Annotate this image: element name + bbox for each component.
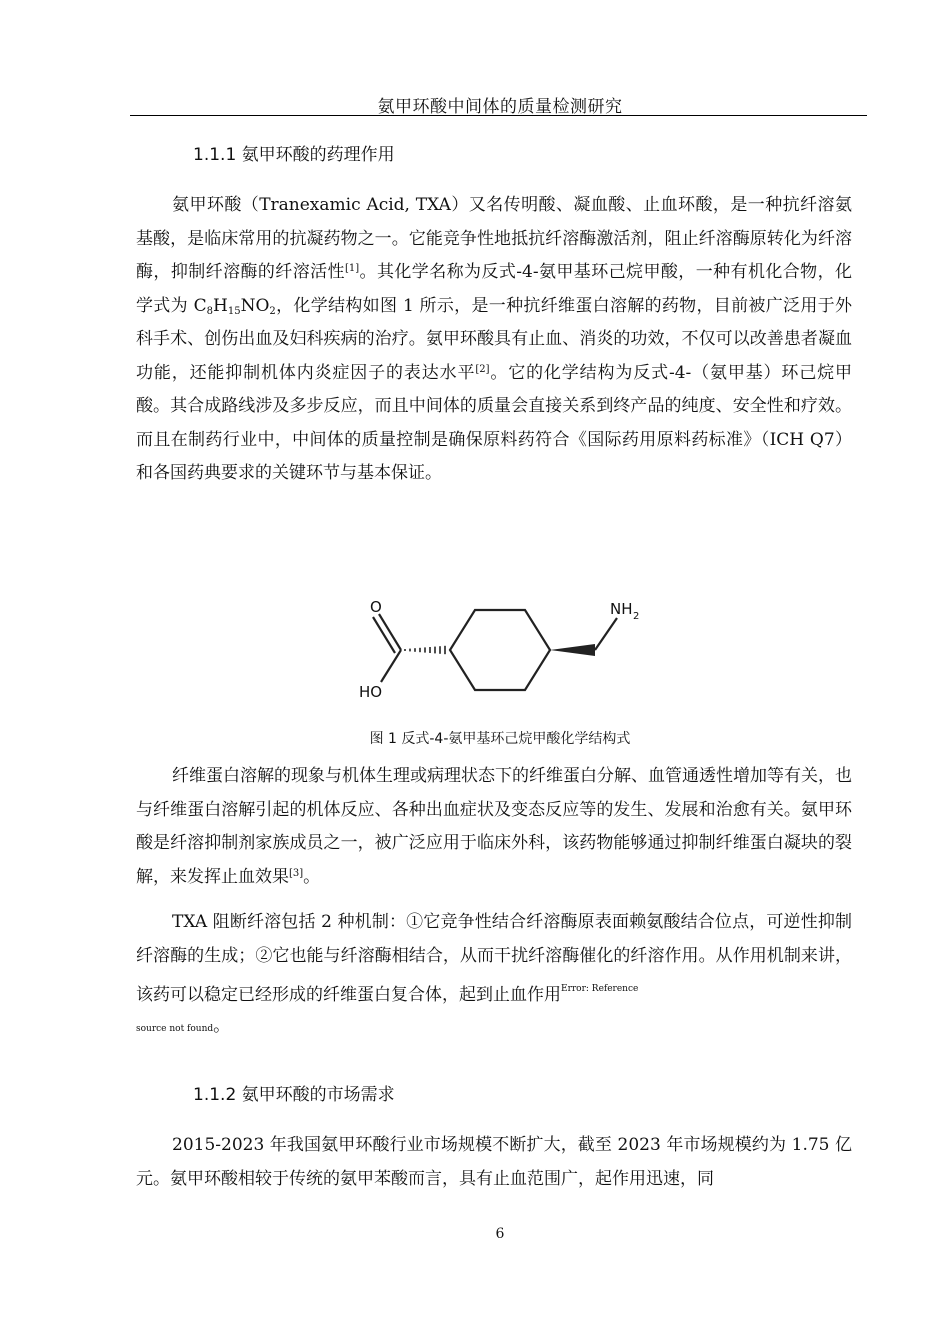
- subscript-8: 8: [206, 305, 214, 317]
- intro-text-c: ，化学结构如图 1 所示，是一种抗纤维蛋白溶解的药物，目前被广泛用于外科手术、创伤出血及妇科疾病的治疗。氨甲环酸具有止血、消炎的功效，不仅可以改善患者凝血功能，还能抑制机体内炎症因子的表达水平: [136, 295, 852, 383]
- page-header-title: 氨甲环酸中间体的质量检测研究: [377, 97, 623, 117]
- hydroxyl-label: HO: [359, 683, 383, 701]
- paragraph-market: [136, 1129, 852, 1196]
- hydroxyl-bond: [381, 650, 401, 682]
- mechanism-continuation: [136, 1016, 852, 1039]
- market-text: 2015-2023 年我国氨甲环酸行业市场规模不断扩大，截至 2023 年市场规模约为 1.75 亿元。氨甲环酸相较于传统的氨甲苯酸而言，具有止血范围广，起作用迅速，同: [136, 1135, 852, 1189]
- wedge-bond: [550, 644, 595, 656]
- amine-subscript: 2: [633, 611, 640, 622]
- intro-text-a: 氨甲环酸（Tranexamic Acid, TXA）又名传明酸、凝血酸、止血环酸，是一种抗纤溶氨基酸，是临床常用的抗凝药物之一。它能竞争性地抵抗纤溶酶激活剂，阻止纤溶酶原转化为纤溶酶，抑制纤溶酶的纤溶活性: [136, 195, 852, 282]
- figure-caption: 图 1 反式-4-氨甲基环己烷甲酸化学结构式: [369, 731, 631, 747]
- cyclohexane-ring: [450, 610, 550, 690]
- subscript-15: 15: [227, 305, 241, 317]
- formula-h: H: [213, 295, 228, 316]
- intro-text-b: 。其化学名称为反式-4-氨甲基环己烷甲酸，一种有机化合物，化学式为 C: [136, 262, 853, 316]
- reference-2: [2]: [475, 363, 490, 375]
- aminomethyl-bond: [595, 618, 617, 650]
- reference-3: [3]: [289, 867, 304, 879]
- header-rule: [130, 115, 867, 116]
- reference-1: [1]: [344, 263, 360, 274]
- section-heading-1-1-2: 1.1.2 氨甲环酸的市场需求: [193, 1085, 395, 1105]
- subscript-2: 2: [269, 305, 276, 317]
- tranexamic-acid-structure: [355, 590, 655, 710]
- page-number: 6: [495, 1226, 505, 1242]
- paragraph-txa-intro: [136, 189, 852, 491]
- reference-error-2: source not found: [136, 1024, 214, 1034]
- fibrinolysis-text-a: 纤维蛋白溶解的现象与机体生理或病理状态下的纤维蛋白分解、血管通透性增加等有关，也与纤维蛋白溶解引起的机体反应、各种出血症状及变态反应等的发生、发展和治愈有关。氨甲环酸是纤溶抑制剂家族成员之一，被广泛应用于临床外科，该药物能够通过抑制纤维蛋白凝块的裂解，来发挥止血效果: [136, 766, 852, 887]
- fibrinolysis-text-b: 。: [303, 866, 321, 887]
- mechanism-text-b: 。: [213, 1016, 231, 1036]
- amine-label: NH: [610, 600, 633, 618]
- formula-no: NO: [240, 295, 270, 316]
- intro-text-d: 。它的化学结构为反式-4-（氨甲基）环己烷甲酸。其合成路线涉及多步反应，而且中间体的质量会直接关系到终产品的纯度、安全性和疗效。而且在制药行业中，中间体的质量控制是确保原料药符合《国际药用原料药标准》（ICH Q7）和各国药典要求的关键环节与基本保证。: [136, 362, 852, 483]
- section-heading-1-1-1: 1.1.1 氨甲环酸的药理作用: [193, 145, 395, 165]
- reference-error-1: Error: Reference: [561, 984, 639, 994]
- hashed-bond: [405, 646, 445, 654]
- oxygen-label: O: [370, 598, 382, 616]
- paragraph-mechanism: [136, 906, 852, 1013]
- paragraph-fibrinolysis: [136, 760, 852, 894]
- mechanism-text-a: TXA 阻断纤溶包括 2 种机制：①它竞争性结合纤溶酶原表面赖氨酸结合位点，可逆性抑制纤溶酶的生成；②它也能与纤溶酶相结合，从而干扰纤溶酶催化的纤溶作用。从作用机制来讲，该药可以稳定已经形成的纤维蛋白复合体，起到止血作用: [136, 912, 852, 1005]
